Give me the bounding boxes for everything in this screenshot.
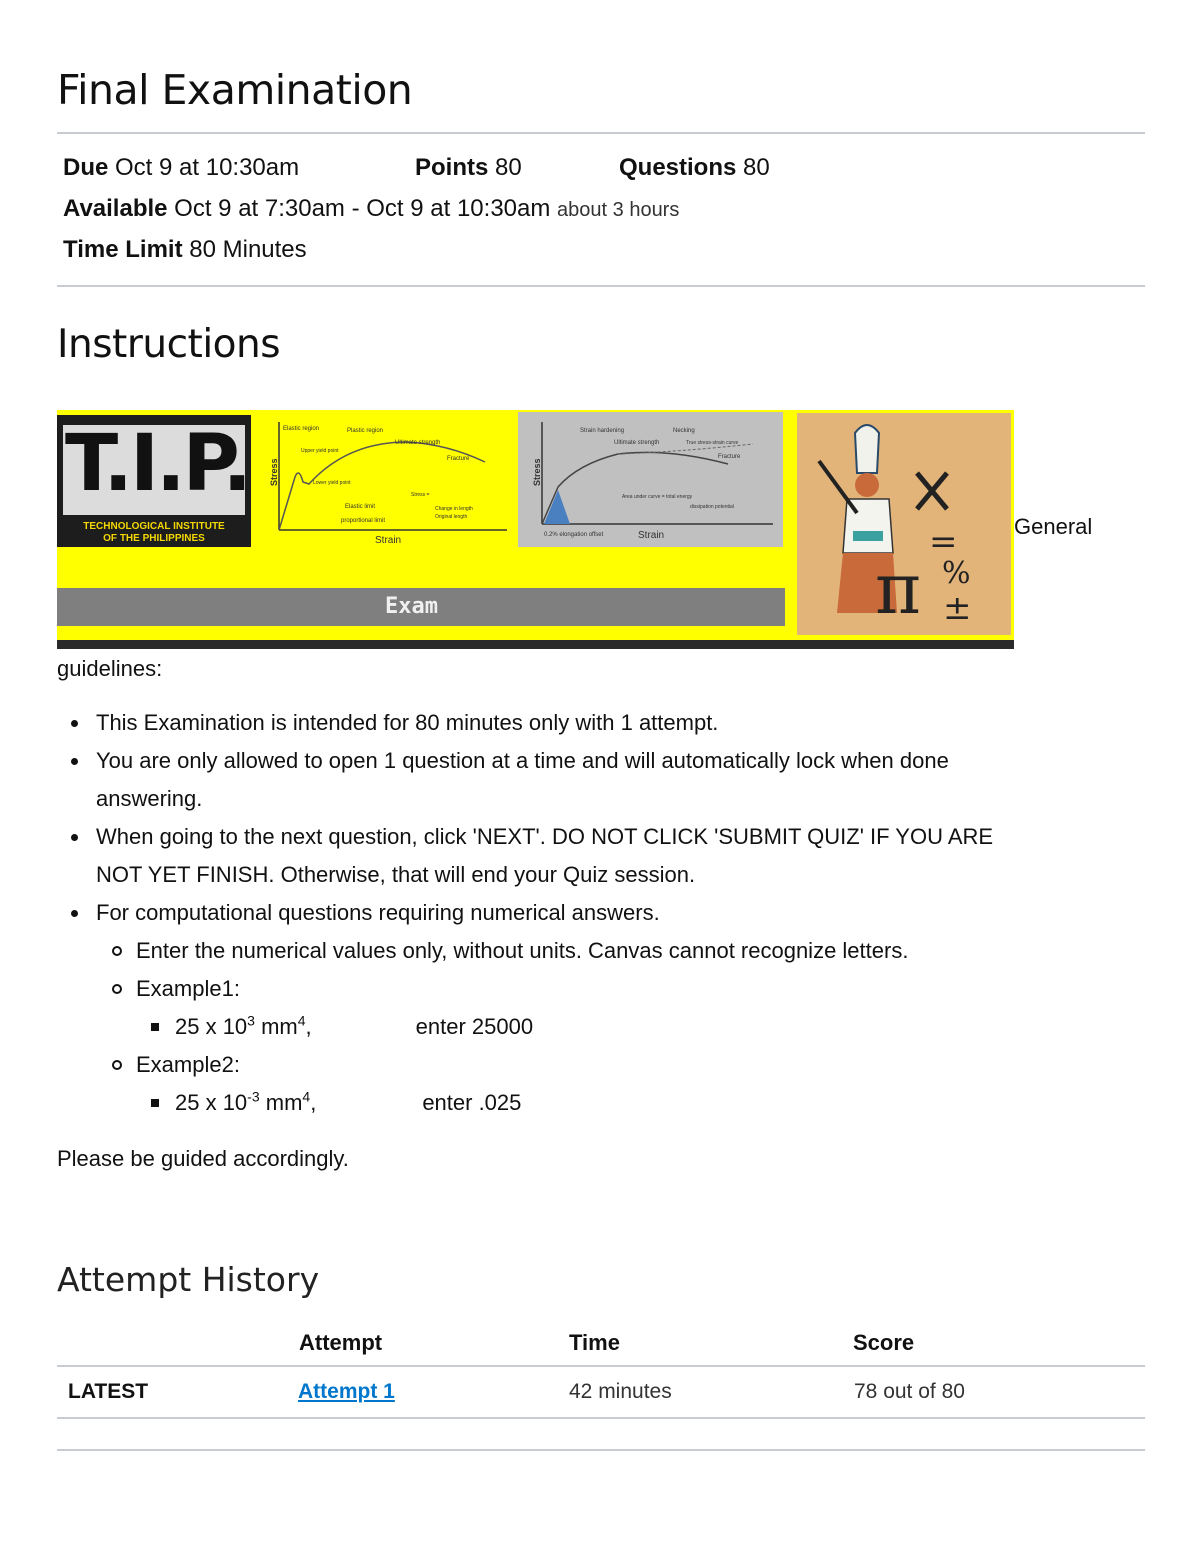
due-info: [63, 154, 415, 182]
svg-text:Area under curve = total energ: Area under curve = total energy: [622, 494, 693, 500]
guideline-subitem: Example1:: [57, 970, 1145, 1008]
due-value: Oct 9 at 10:30am: [115, 154, 300, 181]
time-limit-value: 80 Minutes: [189, 236, 307, 263]
guidelines-text: guidelines:: [57, 656, 163, 681]
guideline-item-continued: NOT YET FINISH. Otherwise, that will end your Quiz session.: [96, 862, 696, 887]
svg-text:Ultimate strength: Ultimate strength: [395, 440, 441, 446]
available-label: Available: [63, 195, 168, 222]
tip-logo-text: T.I.P.: [65, 419, 250, 509]
questions-info: [619, 154, 770, 182]
svg-text:Upper yield point: Upper yield point: [301, 448, 339, 454]
column-header-attempt: Attempt: [299, 1330, 383, 1355]
svg-text:Strain hardening: Strain hardening: [580, 428, 625, 434]
svg-text:Lower yield point: Lower yield point: [313, 480, 351, 486]
attempt-time: 42 minutes: [569, 1380, 672, 1403]
points-label: Points: [415, 154, 489, 181]
guideline-subitem: Example2:: [57, 1046, 1145, 1084]
guideline-item-continued: answering.: [96, 786, 203, 811]
guideline-item: When going to the next question, click 'NEXT'. DO NOT CLICK 'SUBMIT QUIZ' IF YOU ARE: [57, 818, 1145, 856]
svg-text:Elastic limit: Elastic limit: [345, 504, 376, 510]
svg-text:Ultimate strength: Ultimate strength: [614, 440, 660, 446]
general-text: General: [1014, 514, 1093, 539]
page-title: Final Examination: [57, 66, 413, 114]
latest-label: LATEST: [68, 1380, 149, 1403]
offset-area: [544, 490, 570, 524]
quiz-meta-row-1: [63, 154, 770, 182]
guideline-list: [57, 704, 1145, 1122]
guideline-item: You are only allowed to open 1 question at a time and will automatically lock when done: [57, 742, 1145, 780]
svg-text:Elastic region: Elastic region: [283, 426, 320, 432]
exam-label: Exam: [385, 594, 438, 619]
available-value: Oct 9 at 7:30am - Oct 9 at 10:30am: [174, 195, 551, 222]
example-1-answer: enter 25000: [415, 1014, 534, 1039]
svg-text:dissipation potential: dissipation potential: [690, 504, 734, 510]
column-header-score: Score: [853, 1330, 915, 1355]
svg-text:±: ±: [943, 588, 972, 628]
svg-text:Original length: Original length: [435, 514, 468, 520]
svg-text:=: =: [929, 522, 958, 562]
tip-institute-name: TECHNOLOGICAL INSTITUTE OF THE PHILIPPINES: [83, 521, 225, 544]
svg-text:proportional limit: proportional limit: [341, 518, 386, 524]
attempt-history-heading: Attempt History: [57, 1260, 320, 1299]
column-header-time: Time: [569, 1330, 620, 1355]
time-limit-label: Time Limit: [63, 236, 183, 263]
due-label: Due: [63, 154, 109, 181]
xlabel: Strain: [638, 530, 665, 541]
divider: [57, 285, 1145, 287]
ylabel: Stress: [269, 458, 279, 486]
guideline-item: This Examination is intended for 80 minutes only with 1 attempt.: [57, 704, 1145, 742]
svg-text:Fracture: Fracture: [447, 456, 470, 462]
questions-value: 80: [743, 154, 770, 181]
table-row: [298, 1380, 395, 1404]
attempt-1-link[interactable]: Attempt 1: [298, 1380, 395, 1403]
guideline-item: For computational questions requiring numerical answers.: [57, 894, 1145, 932]
available-note: about 3 hours: [557, 199, 680, 221]
svg-text:%: %: [942, 556, 971, 591]
time-limit-info: [63, 236, 307, 264]
divider: [57, 132, 1145, 134]
questions-label: Questions: [619, 154, 737, 181]
stress-strain-chart-1: [257, 412, 515, 547]
xlabel: Strain: [375, 535, 402, 546]
head-shape: [855, 473, 879, 497]
table-row-divider: [57, 1417, 1145, 1419]
crown-shape: [855, 425, 879, 473]
svg-text:Plastic region: Plastic region: [347, 428, 384, 434]
svg-text:0.2% elongation offset: 0.2% elongation offset: [544, 532, 604, 538]
svg-text:Stress =: Stress =: [411, 492, 430, 498]
exam-banner-image: [57, 410, 1014, 649]
svg-text:Necking: Necking: [673, 428, 695, 434]
guideline-subitem: Enter the numerical values only, without units. Canvas cannot recognize letters.: [57, 932, 1145, 970]
instructions-heading: Instructions: [57, 322, 281, 367]
example-2-item: 25 x $10^{-3}$ $mm^4$, enter .025: [57, 1084, 1145, 1122]
svg-text:Fracture: Fracture: [718, 454, 741, 460]
engineering-curve: [542, 452, 728, 524]
exam-label-bar: [57, 588, 785, 626]
points-info: [415, 154, 619, 182]
attempt-score: 78 out of 80: [854, 1380, 965, 1403]
available-info: [63, 195, 679, 223]
ylabel: Stress: [532, 458, 542, 486]
example-1-item: 25 x $10^3$ $mm^4$, enter 25000: [57, 1008, 1145, 1046]
table-bottom-divider: [57, 1449, 1145, 1451]
svg-text:True stress-strain curve: True stress-strain curve: [686, 440, 739, 446]
pi-symbol: π: [875, 548, 922, 630]
closing-text: Please be guided accordingly.: [57, 1146, 349, 1171]
points-value: 80: [495, 154, 522, 181]
stress-strain-chart-2: [518, 412, 783, 547]
svg-text:Change in length: Change in length: [435, 506, 473, 512]
egyptian-math-illustration: [797, 413, 1011, 635]
table-header-divider: [57, 1365, 1145, 1367]
example-2-answer: enter .025: [422, 1090, 522, 1115]
tip-logo: [57, 415, 251, 547]
